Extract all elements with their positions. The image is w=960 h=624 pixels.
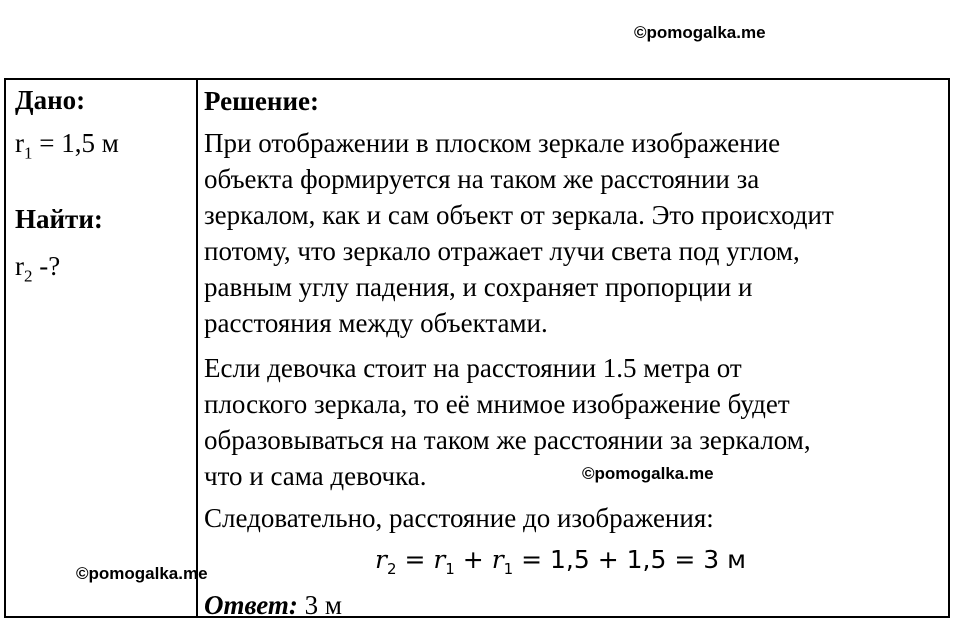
paragraph-line: Если девочка стоит на расстоянии 1.5 метра от (204, 353, 742, 383)
column-divider (196, 80, 198, 616)
paragraph-line: зеркалом, как и сам объект от зеркала. Это происходит (204, 200, 834, 230)
formula-eq: = (396, 545, 434, 574)
given-r1 (15, 128, 119, 163)
watermark-middle: ©pomogalka.me (582, 464, 714, 483)
r2-subscript: 2 (24, 266, 33, 286)
r1-value: = 1,5 м (32, 128, 119, 158)
formula-lhs-sub: 2 (386, 560, 397, 578)
paragraph-line: При отображении в плоском зеркале изображение (204, 128, 781, 158)
solution-table (4, 78, 950, 618)
paragraph-line: Следовательно, расстояние до изображения: (204, 503, 714, 533)
watermark-top: ©pomogalka.me (634, 23, 766, 42)
answer-value: 3 м (297, 590, 342, 620)
solution-heading: Решение: (204, 86, 319, 116)
find-heading: Найти: (15, 204, 103, 234)
find-r2 (15, 251, 60, 286)
r1-symbol: r (15, 128, 24, 158)
r2-symbol: r (15, 251, 24, 281)
formula-plus: + (454, 545, 492, 574)
paragraph-line: объекта формируется на таком же расстоянии за (204, 164, 760, 194)
paragraph-line: потому, что зеркало отражает лучи света под углом, (204, 236, 800, 266)
paragraph-line: образовываться на таком же расстоянии за зеркалом, (204, 425, 811, 455)
formula-term1-symbol: r (433, 545, 446, 574)
watermark-bottom: ©pomogalka.me (76, 564, 208, 583)
distance-formula (375, 542, 746, 587)
r2-value: -? (32, 251, 61, 281)
solution-paragraph-3 (204, 500, 946, 536)
r1-subscript: 1 (24, 143, 33, 163)
solution-paragraph-1 (204, 125, 946, 341)
formula-term2-sub: 1 (503, 560, 514, 578)
paragraph-line: равным углу падения, и сохраняет пропорции и (204, 272, 753, 302)
formula-rest: = 1,5 + 1,5 = 3 м (513, 545, 746, 574)
solution-paragraph-2 (204, 350, 946, 494)
answer-label: Ответ: (204, 590, 298, 620)
given-heading: Дано: (15, 85, 86, 115)
paragraph-line: расстояния между объектами. (204, 308, 548, 338)
formula-term1-sub: 1 (445, 560, 455, 578)
formula-lhs-symbol: r (375, 545, 387, 574)
formula-term2-symbol: r (491, 545, 504, 574)
answer-line (204, 587, 342, 623)
paragraph-line: плоского зеркала, то её мнимое изображение будет (204, 389, 790, 419)
paragraph-line: что и сама девочка. (204, 461, 427, 491)
